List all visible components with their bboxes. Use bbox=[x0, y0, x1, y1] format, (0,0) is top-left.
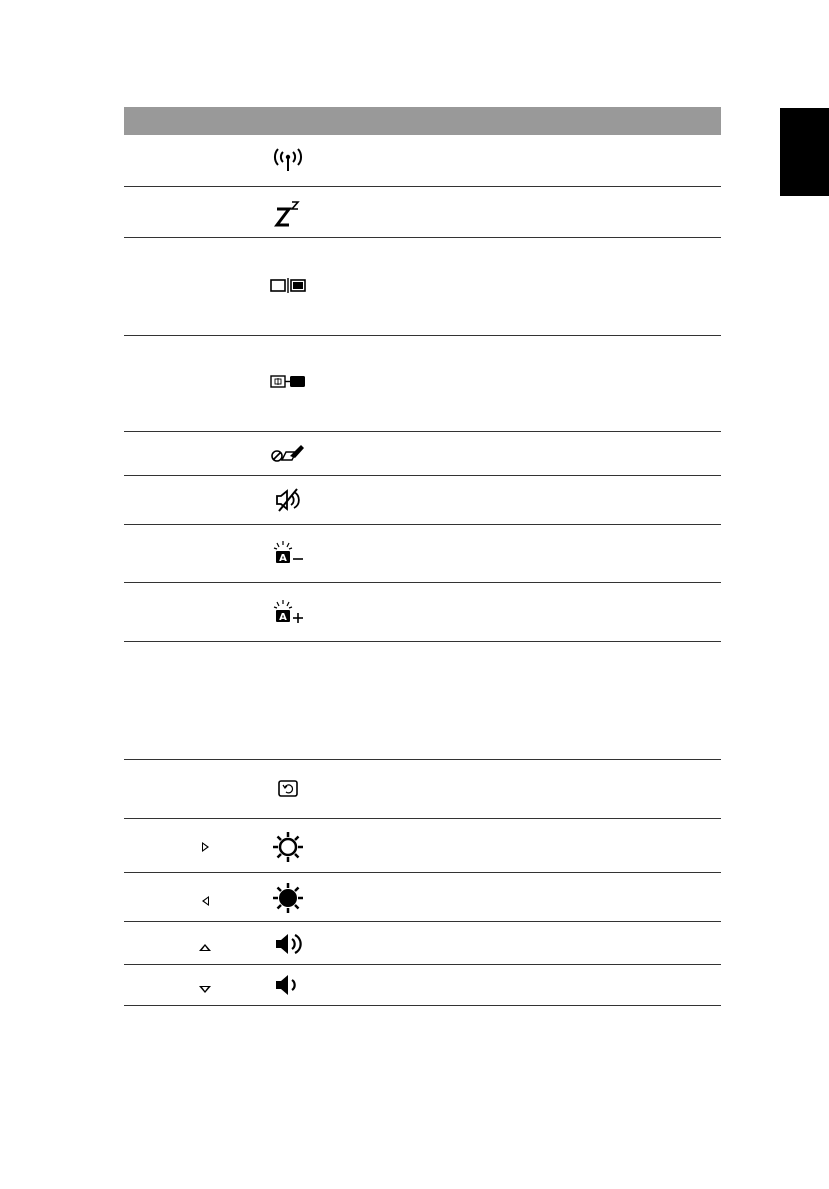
down-arrow-icon bbox=[199, 986, 211, 993]
table-row bbox=[124, 187, 721, 238]
table-row bbox=[124, 760, 721, 819]
table-row bbox=[124, 135, 721, 187]
keyboard-backlight-down-icon bbox=[264, 539, 312, 567]
up-arrow-key bbox=[164, 938, 246, 956]
language-side-tab bbox=[780, 108, 829, 196]
volume-down-icon bbox=[264, 971, 312, 999]
page-bottom-edge bbox=[0, 1184, 829, 1189]
touchpad-toggle-icon bbox=[264, 442, 312, 464]
table-header-bar bbox=[124, 107, 721, 135]
table-row bbox=[124, 642, 721, 760]
up-arrow-icon bbox=[199, 944, 211, 951]
wireless-icon bbox=[264, 147, 312, 175]
keyboard-backlight-up-icon bbox=[264, 598, 312, 626]
brightness-down-icon bbox=[264, 881, 312, 915]
table-row bbox=[124, 525, 721, 583]
table-row bbox=[124, 583, 721, 642]
speaker-mute-icon bbox=[264, 487, 312, 513]
screen-blank-icon bbox=[264, 372, 312, 392]
rotate-screen-icon bbox=[264, 778, 312, 800]
volume-up-icon bbox=[264, 930, 312, 958]
table-row bbox=[124, 965, 721, 1006]
table-row bbox=[124, 922, 721, 965]
brightness-up-icon bbox=[264, 830, 312, 864]
table-row bbox=[124, 819, 721, 873]
display-toggle-icon bbox=[264, 276, 312, 296]
left-arrow-icon bbox=[202, 896, 209, 906]
table-row bbox=[124, 873, 721, 922]
svg-text:A: A bbox=[279, 553, 287, 564]
svg-text:A: A bbox=[279, 612, 287, 623]
table-row bbox=[124, 336, 721, 432]
down-arrow-key bbox=[164, 980, 246, 998]
table-row bbox=[124, 432, 721, 476]
right-arrow-key bbox=[164, 839, 246, 857]
right-arrow-icon bbox=[202, 842, 209, 852]
table-row bbox=[124, 238, 721, 336]
table-row bbox=[124, 476, 721, 525]
sleep-zz-icon bbox=[264, 197, 312, 229]
left-arrow-key bbox=[164, 893, 246, 911]
